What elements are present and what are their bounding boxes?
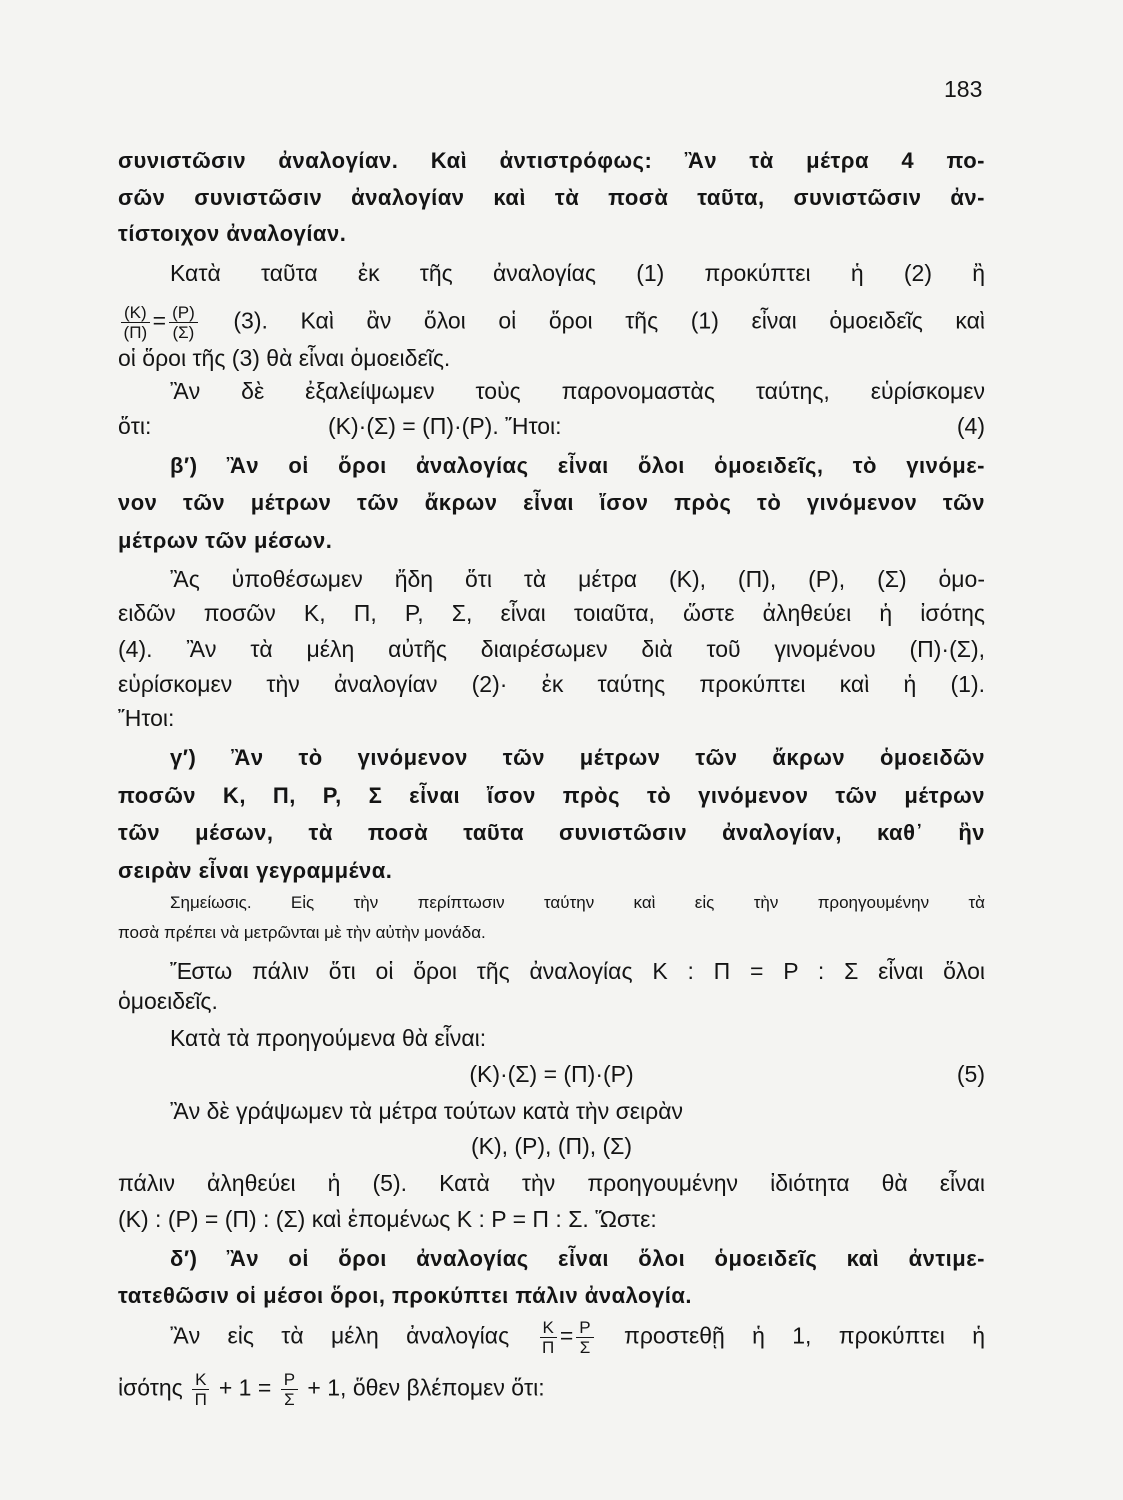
text: + 1, ὅθεν βλέπομεν ὅτι: (307, 1374, 545, 1401)
fraction (540, 1318, 557, 1357)
equation-3-line (118, 303, 985, 342)
fraction (121, 303, 150, 342)
text: Ἂν εἰς τὰ μέλη ἀναλογίας (170, 1322, 510, 1349)
text-line: ὁμοειδεῖς. (118, 988, 218, 1014)
note-line: Σημείωσις. Εἰς τὴν περίπτωσιν ταύτην καὶ εἰς τὴν προηγουμένην τὰ (170, 893, 985, 912)
fraction (281, 1370, 298, 1409)
numerator: Ρ (281, 1370, 298, 1390)
numerator: Κ (540, 1318, 557, 1338)
numerator: (Κ) (121, 303, 150, 323)
equation: (Κ)·(Σ) = (Π)·(Ρ) (469, 1061, 634, 1087)
text-line: τατεθῶσιν οἱ μέσοι ὅροι, προκύπτει πάλιν ἀναλογία. (118, 1283, 692, 1308)
text-line: σῶν συνιστῶσιν ἀναλογίαν καὶ τὰ ποσὰ ταῦτα, συνιστῶσιν ἀν- (118, 185, 985, 210)
text-line: ποσῶν Κ, Π, Ρ, Σ εἶναι ἴσον πρὸς τὸ γινόμενον τῶν μέτρων (118, 783, 985, 808)
text: ὅτι: (118, 413, 152, 439)
addition-line (170, 1318, 985, 1357)
note-line: ποσὰ πρέπει νὰ μετρῶνται μὲ τὴν αὐτὴν μονάδα. (118, 923, 486, 942)
text-line: τίστοιχον ἀναλογίαν. (118, 221, 347, 246)
equation-number: (4) (956, 413, 985, 439)
text-line: Ἔστω πάλιν ὅτι οἱ ὅροι τῆς ἀναλογίας Κ : Π = Ρ : Σ εἶναι ὅλοι (170, 958, 985, 984)
text-line: συνιστῶσιν ἀναλογίαν. Καὶ ἀντιστρόφως: Ἂν τὰ μέτρα 4 πο- (118, 148, 985, 173)
text-line: τῶν μέσων, τὰ ποσὰ ταῦτα συνιστῶσιν ἀναλογίαν, καθ᾽ ἣν (118, 820, 985, 845)
denominator: Π (542, 1338, 555, 1357)
denominator: Σ (284, 1390, 295, 1409)
text-line: μέτρων τῶν μέσων. (118, 528, 333, 553)
equation: (Κ)·(Σ) = (Π)·(Ρ). Ἤτοι: (328, 413, 562, 439)
text-line: β′) Ἂν οἱ ὅροι ἀναλογίας εἶναι ὅλοι ὁμοειδεῖς, τὸ γινόμε- (170, 453, 985, 478)
text-line: ειδῶν ποσῶν Κ, Π, Ρ, Σ, εἶναι τοιαῦτα, ὥστε ἀληθεύει ἡ ἰσότης (118, 600, 985, 626)
text-line: (Κ) : (Ρ) = (Π) : (Σ) καὶ ἑπομένως Κ : Ρ = Π : Σ. Ὥστε: (118, 1206, 657, 1232)
text-line: σειρὰν εἶναι γεγραμμένα. (118, 858, 393, 883)
text-line: Κατὰ τὰ προηγούμενα θὰ εἶναι: (170, 1025, 487, 1051)
identity-line (118, 1370, 985, 1409)
text: + 1 = (218, 1374, 272, 1401)
text: προστεθῇ ἡ 1, προκύπτει ἡ (623, 1322, 986, 1349)
fraction (576, 1318, 593, 1357)
text-line: νον τῶν μέτρων τῶν ἄκρων εἶναι ἴσον πρὸς τὸ γινόμενον τῶν (118, 490, 985, 515)
numerator: (Ρ) (169, 303, 198, 323)
text-line: Ἂν δὲ ἐξαλείψωμεν τοὺς παρονομαστὰς ταύτης, εὑρίσκομεν (170, 378, 985, 404)
text-line: πάλιν ἀληθεύει ἡ (5). Κατὰ τὴν προηγουμένην ἰδιότητα θὰ εἶναι (118, 1170, 985, 1196)
fraction (169, 303, 198, 342)
text-line: οἱ ὅροι τῆς (3) θὰ εἶναι ὁμοειδεῖς. (118, 345, 451, 371)
text-line: δ′) Ἂν οἱ ὅροι ἀναλογίας εἶναι ὅλοι ὁμοειδεῖς καὶ ἀντιμε- (170, 1246, 985, 1271)
text-line: Κατὰ ταῦτα ἐκ τῆς ἀναλογίας (1) προκύπτει ἡ (2) ἢ (170, 260, 985, 286)
numerator: Κ (192, 1370, 209, 1390)
text-line: Ἂς ὑποθέσωμεν ἤδη ὅτι τὰ μέτρα (Κ), (Π), (Ρ), (Σ) ὁμο- (170, 566, 985, 592)
text: (3). Καὶ ἂν ὅλοι οἱ ὅροι τῆς (1) εἶναι ὁμοειδεῖς καὶ (233, 307, 985, 334)
text-line: (Κ), (Ρ), (Π), (Σ) (470, 1133, 633, 1159)
denominator: (Π) (123, 323, 148, 342)
equation-number: (5) (956, 1061, 985, 1087)
equals: = (152, 307, 167, 334)
equation-4-line (118, 411, 985, 441)
denominator: Π (194, 1390, 207, 1409)
equation-5-line (118, 1059, 985, 1089)
fraction (192, 1370, 209, 1409)
numerator: Ρ (576, 1318, 593, 1338)
text: ἰσότης (118, 1374, 183, 1401)
denominator: Σ (579, 1338, 591, 1357)
text-line: Ἂν δὲ γράψωμεν τὰ μέτρα τούτων κατὰ τὴν σειρὰν (170, 1098, 684, 1124)
denominator: (Σ) (172, 323, 195, 342)
text-line: γ′) Ἂν τὸ γινόμενον τῶν μέτρων τῶν ἄκρων ὁμοειδῶν (170, 745, 985, 770)
equals: = (559, 1322, 574, 1349)
page-number: 183 (944, 76, 983, 102)
text-line: εὑρίσκομεν τὴν ἀναλογίαν (2)· ἐκ ταύτης προκύπτει καὶ ἡ (1). (118, 671, 985, 697)
text-line: (4). Ἂν τὰ μέλη αὐτῆς διαιρέσωμεν διὰ τοῦ γινομένου (Π)·(Σ), (118, 636, 985, 662)
text-line: Ἤτοι: (118, 705, 175, 731)
